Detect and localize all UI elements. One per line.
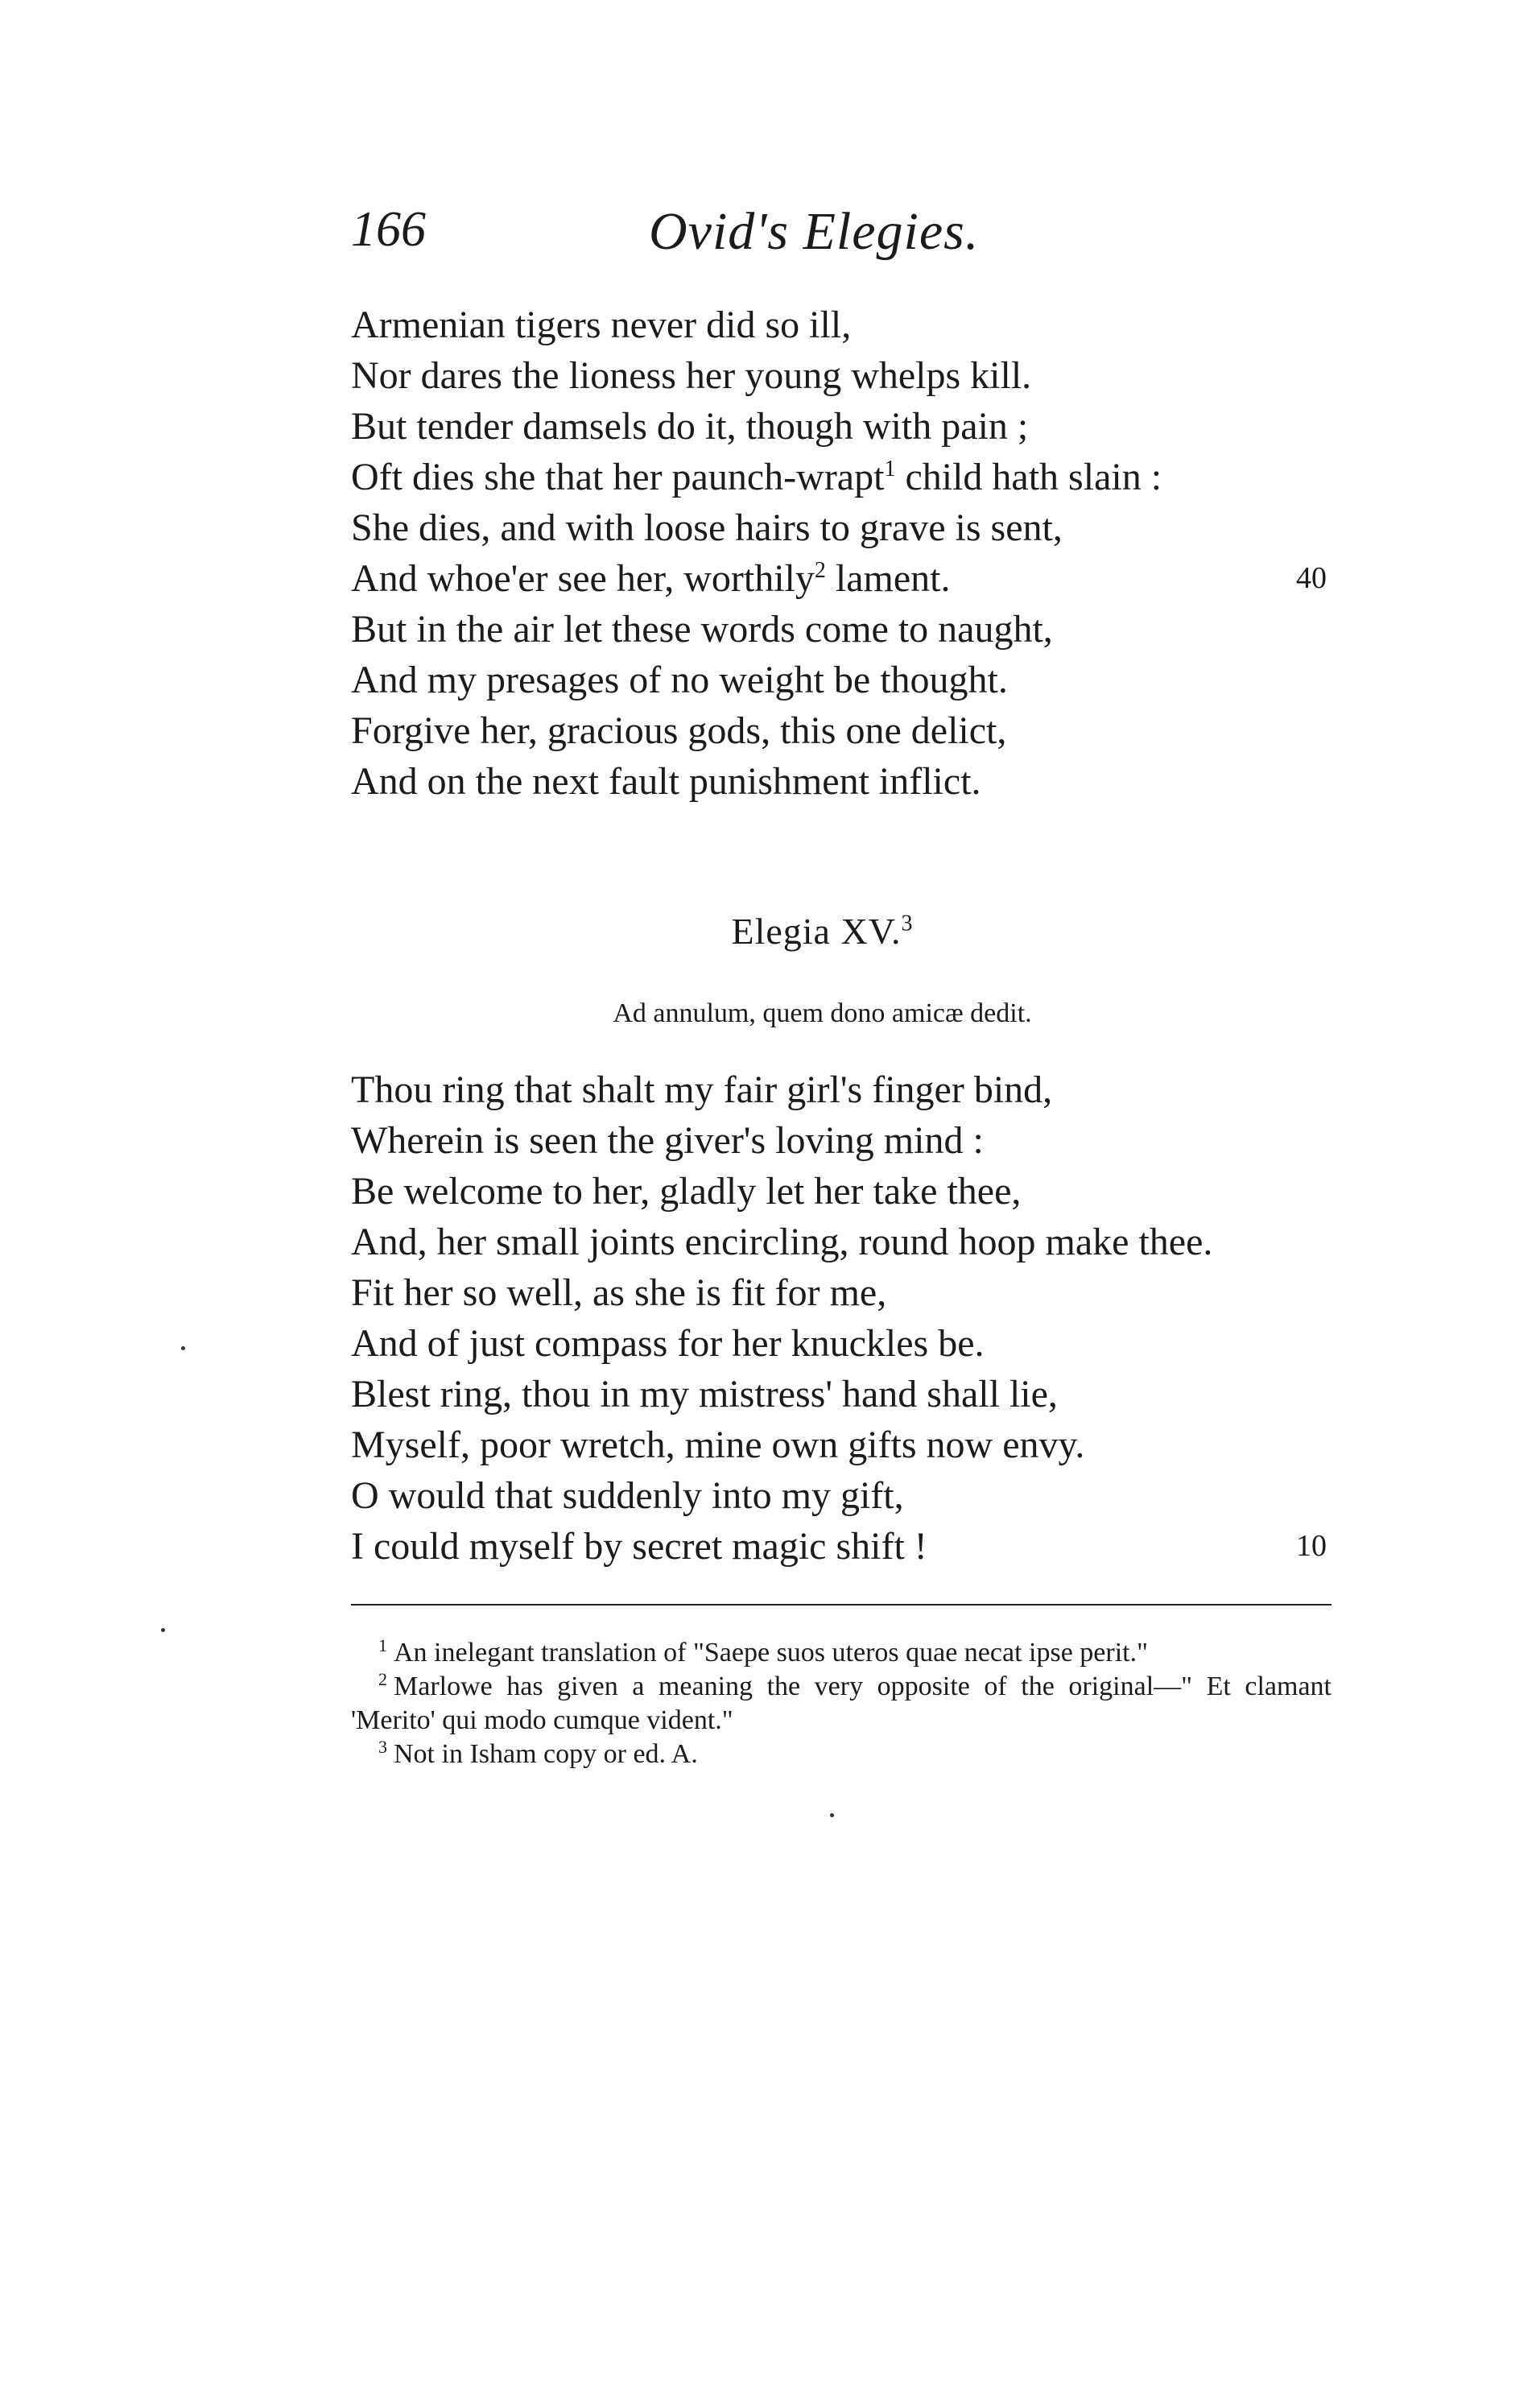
- verse-line: Armenian tigers never did so ill,: [351, 304, 852, 346]
- footnote: $^1$ An inelegant translation of "Saepe suos uteros quae necat ipse perit.": [378, 1634, 1148, 1667]
- footnote-ref: 3: [901, 911, 914, 936]
- verse-line: And, her small joints encircling, round hoop make thee.: [351, 1221, 1213, 1263]
- print-speck: [830, 1813, 834, 1817]
- line-number: 40: [1296, 561, 1327, 595]
- page-number: 166: [351, 202, 426, 257]
- verse-line: Wherein is seen the giver's loving mind :: [351, 1119, 984, 1162]
- verse-block-bottom: [351, 1064, 1365, 1572]
- book-title: Ovid's Elegies.: [649, 202, 980, 261]
- verse-line: I could myself by secret magic shift ! 10: [351, 1521, 1365, 1572]
- footnote: $^2$ Marlowe has given a meaning the very opposite of the original—" Et clamant 'Merito' qui modo cumque vident.": [351, 1668, 1332, 1735]
- verse-line: Myself, poor wretch, mine own gifts now envy.: [351, 1424, 1085, 1466]
- verse-line: Nor dares the lioness her young whelps kill.: [351, 354, 1032, 397]
- print-speck: [181, 1346, 185, 1350]
- verse-line: Forgive her, gracious gods, this one delict,: [351, 709, 1007, 752]
- section-heading: Elegia XV.$^3$: [731, 911, 914, 952]
- verse-line: And on the next fault punishment inflict.: [351, 760, 981, 803]
- verse-line: Blest ring, thou in my mistress' hand shall lie,: [351, 1373, 1058, 1415]
- verse-line: Fit her so well, as she is fit for me,: [351, 1271, 887, 1314]
- verse-line: O would that suddenly into my gift,: [351, 1474, 904, 1517]
- footnote-ref: 2: [814, 558, 826, 583]
- section-subheading: Ad annulum, quem dono amicæ dedit.: [613, 998, 1032, 1028]
- footnote: $^3$ Not in Isham copy or ed. A.: [378, 1736, 698, 1769]
- verse-block-top: [351, 300, 1365, 807]
- verse-line: But tender damsels do it, though with pain ;: [351, 405, 1029, 448]
- print-speck: [161, 1628, 165, 1632]
- verse-line: Oft dies she that her paunch-wrapt$^1$ child hath slain :: [351, 456, 1162, 498]
- verse-line: Be welcome to her, gladly let her take thee,: [351, 1170, 1022, 1213]
- verse-line: But in the air let these words come to naught,: [351, 608, 1053, 651]
- line-number: 10: [1296, 1529, 1327, 1563]
- footnotes: [351, 1636, 1332, 1771]
- verse-line: She dies, and with loose hairs to grave is sent,: [351, 506, 1063, 549]
- verse-line: And whoe'er see her, worthily$^2$ lament. 40: [351, 553, 1365, 604]
- footnote-ref: 1: [884, 457, 896, 481]
- verse-line: And my presages of no weight be thought.: [351, 659, 1008, 701]
- running-head: [351, 201, 1333, 274]
- verse-line: And of just compass for her knuckles be.: [351, 1322, 985, 1365]
- footnote-divider: [351, 1604, 1332, 1605]
- verse-line: Thou ring that shalt my fair girl's finger bind,: [351, 1068, 1053, 1111]
